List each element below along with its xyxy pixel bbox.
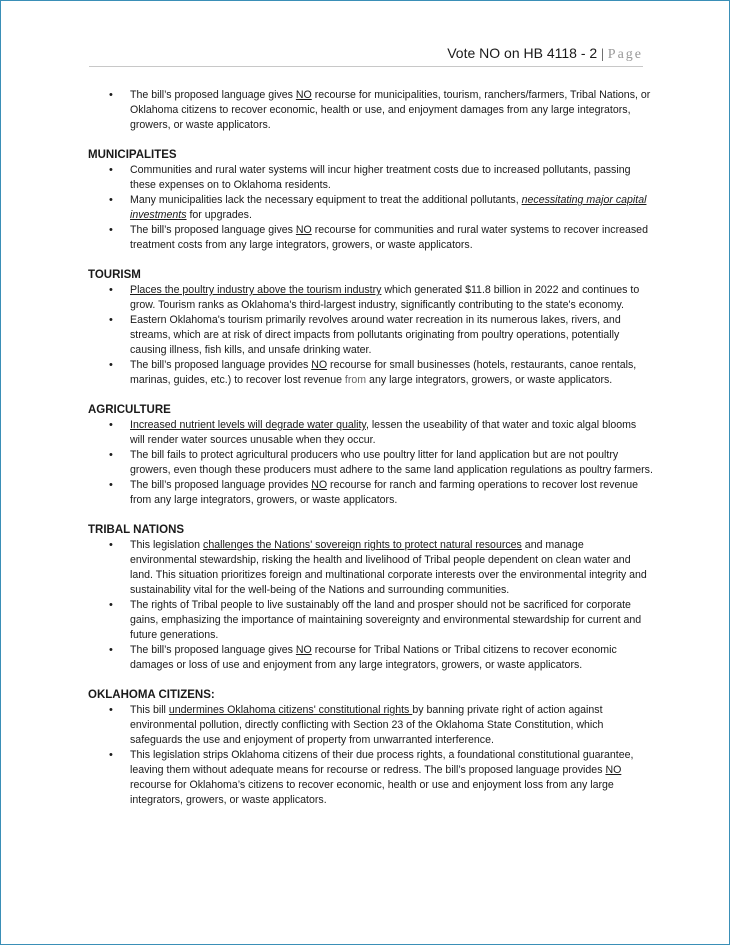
tribal-list bbox=[88, 538, 653, 673]
text-run: by banning private right of action against environmental pollution, directly conflicting with Section 23 of the Oklahoma State Constitution, which safeguards the use and enjoyment of property from unwarranted interference. bbox=[130, 704, 604, 746]
text-run: recourse for Oklahoma’s citizens to recover economic, health or use and enjoyment loss from any large integrators, growers, or waste applicators. bbox=[130, 779, 614, 806]
list-item bbox=[88, 448, 653, 478]
text-run: Communities and rural water systems will incur higher treatment costs due to increased pollutants, passing these expenses on to Oklahoma residents. bbox=[130, 164, 631, 191]
list-item bbox=[88, 163, 653, 193]
page-header bbox=[89, 45, 643, 67]
list-item bbox=[88, 313, 653, 358]
underlined-text: undermines Oklahoma citizens' constitutional rights bbox=[168, 704, 413, 716]
underlined-text: NO bbox=[295, 89, 312, 101]
text-run: The bill’s proposed language provides bbox=[130, 479, 312, 491]
text-run: This legislation bbox=[130, 539, 204, 551]
underlined-text: NO bbox=[605, 764, 622, 776]
text-run: The bill’s proposed language gives bbox=[130, 644, 296, 656]
section-heading-agriculture: AGRICULTURE bbox=[88, 404, 171, 416]
text-run: The bill’s proposed language provides bbox=[130, 359, 312, 371]
grey-text: from bbox=[344, 374, 367, 386]
document-body bbox=[88, 88, 653, 808]
list-item bbox=[88, 88, 653, 133]
intro-list bbox=[88, 88, 653, 133]
underlined-text: challenges the Nations' sovereign rights to protect natural resources bbox=[203, 539, 522, 551]
text-run: recourse for small businesses (hotels, restaurants, canoe rentals, marinas, guides, etc.) to recover lost revenue bbox=[130, 359, 637, 386]
list-item bbox=[88, 193, 653, 223]
list-item bbox=[88, 418, 653, 448]
text-run: recourse for communities and rural water systems to recover increased treatment costs from any large integrators, growers, or waste applicators. bbox=[130, 224, 648, 251]
underlined-text: necessitating major capital investments bbox=[130, 194, 647, 221]
underlined-text: Increased nutrient levels will degrade water quality bbox=[130, 419, 366, 431]
section-heading-tourism: TOURISM bbox=[88, 269, 141, 281]
section-heading-tribal-nations: TRIBAL NATIONS bbox=[88, 524, 185, 536]
header-separator: | bbox=[601, 47, 604, 62]
list-item bbox=[88, 283, 653, 313]
header-title: Vote NO on HB 4118 - 2 bbox=[447, 45, 598, 61]
section-heading-oklahoma-citizens: OKLAHOMA CITIZENS: bbox=[88, 689, 215, 701]
list-item bbox=[88, 358, 653, 388]
underlined-text: Places the poultry industry above the tourism industry bbox=[130, 284, 382, 296]
section-heading-municipalities: MUNICIPALITES bbox=[88, 149, 177, 161]
text-run: which generated $11.8 billion in 2022 and continues to grow. Tourism ranks as Oklahoma's third-largest industry, significantly contributing to the state's economy. bbox=[130, 284, 640, 311]
text-run: for upgrades. bbox=[186, 209, 252, 221]
text-run: recourse for Tribal Nations or Tribal citizens to recover economic damages or loss of use and enjoyment from any large integrators, growers, or waste applicators. bbox=[130, 644, 617, 671]
list-item bbox=[88, 598, 653, 643]
text-run: The bill fails to protect agricultural producers who use poultry litter for land application but are not poultry growers, even though these producers must adhere to the same land application regulations as poultry farmers. bbox=[130, 449, 653, 476]
underlined-text: NO bbox=[311, 359, 328, 371]
text-run: This legislation strips Oklahoma citizens of their due process rights, a foundational constitutional guarantee, leaving them without adequate means for recourse or redress. The bill’s proposed language provides bbox=[130, 749, 634, 776]
text-run: The bill’s proposed language gives bbox=[130, 224, 296, 236]
text-run: This bill bbox=[130, 704, 169, 716]
list-item bbox=[88, 643, 653, 673]
municipalities-list bbox=[88, 163, 653, 253]
citizens-list bbox=[88, 703, 653, 808]
text-run: and manage environmental stewardship, risking the health and livelihood of Tribal people dependent on clean water and land. This situation prioritizes foreign and multinational corporate interests over the environmental integrity and sustainability vital for the well-being of the Nations and surrounding communities. bbox=[130, 539, 647, 596]
underlined-text: NO bbox=[295, 644, 312, 656]
text-run: The rights of Tribal people to live sustainably off the land and prosper should not be sacrificed for corporate gains, emphasizing the importance of maintaining sovereignty and environmental stewardship for current and future generations. bbox=[130, 599, 642, 641]
text-run: recourse for municipalities, tourism, ranchers/farmers, Tribal Nations, or Oklahoma citizens to recover economic, health or use, and enjoyment damages from any large integrators, growers, or waste applicators. bbox=[130, 89, 651, 131]
text-run: recourse for ranch and farming operations to recover lost revenue from any large integrators, growers, or waste applicators. bbox=[130, 479, 639, 506]
underlined-text: NO bbox=[311, 479, 328, 491]
list-item bbox=[88, 748, 653, 808]
list-item bbox=[88, 223, 653, 253]
text-run: Many municipalities lack the necessary equipment to treat the additional pollutants, bbox=[130, 194, 522, 206]
text-run: The bill’s proposed language gives bbox=[130, 89, 296, 101]
text-run: Eastern Oklahoma's tourism primarily revolves around water recreation in its numerous lakes, rivers, and streams, which are at risk of direct impacts from pollutants originating from poultry operations, potentially causing illness, fish kills, and unsafe drinking water. bbox=[130, 314, 621, 356]
tourism-list bbox=[88, 283, 653, 388]
text-run: any large integrators, growers, or waste applicators. bbox=[366, 374, 613, 386]
list-item bbox=[88, 703, 653, 748]
header-page-label: Page bbox=[607, 47, 643, 62]
list-item bbox=[88, 538, 653, 598]
list-item bbox=[88, 478, 653, 508]
agriculture-list bbox=[88, 418, 653, 508]
underlined-text: NO bbox=[295, 224, 312, 236]
text-run: , lessen the useability of that water and toxic algal blooms will render water sources unusable when they occur. bbox=[130, 419, 637, 446]
